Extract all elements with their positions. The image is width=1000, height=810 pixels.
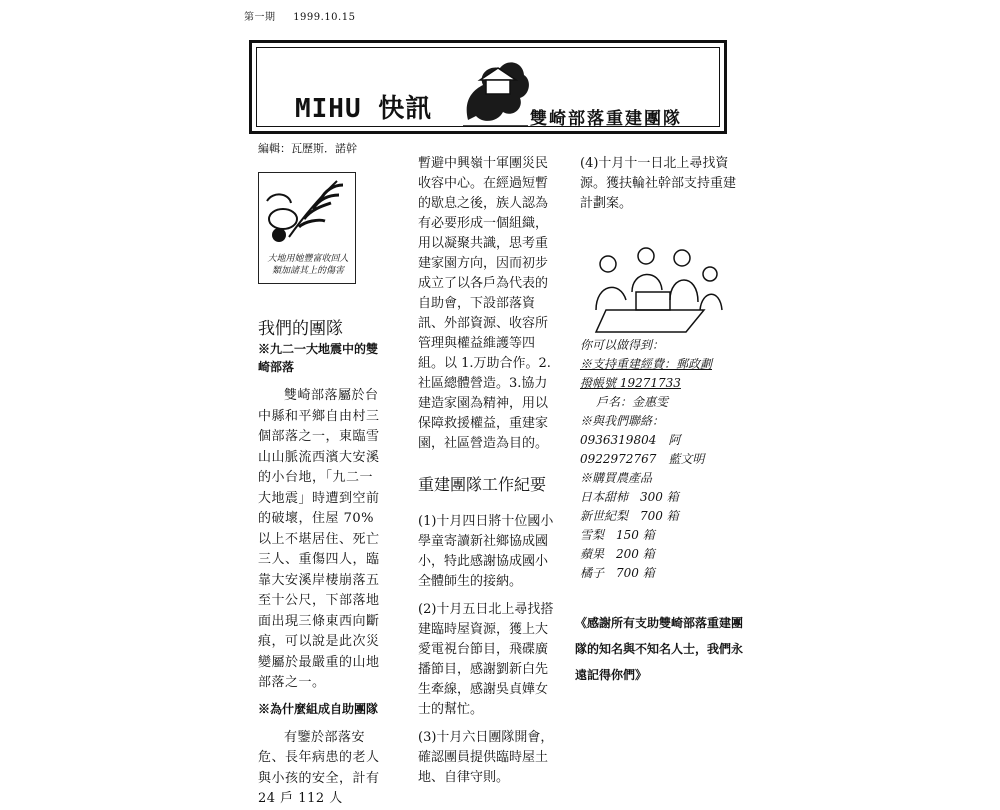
person-2-head xyxy=(638,248,654,264)
donate-heading: 你可以做得到： xyxy=(580,338,665,352)
work-log-item-2: (2)十月五日北上尋找搭建臨時屋資源，獲上大愛電視台節目，飛碟廣播節目，感謝劉新白先生牽線，感謝吳貞嬅女士的幫忙。 xyxy=(418,602,554,717)
issue-header xyxy=(244,8,369,23)
paragraph-why: 有鑒於部落安危、長年病患的老人與小孩的安全，計有 24 戶 112 人 xyxy=(258,729,380,806)
work-log-item-3: (3)十月六日團隊開會，確認團員提供臨時屋土地、自律守則。 xyxy=(418,730,554,785)
newsletter-title: MIHU 快訊 xyxy=(295,94,433,124)
person-1-head xyxy=(600,256,616,272)
thanks-note: 《感謝所有支助雙崎部落重建團隊的知名與不知名人士，我們永遠記得你們》 xyxy=(575,616,744,682)
leaf-logo xyxy=(259,173,355,253)
donate-line-5: 0936319804 阿 xyxy=(580,433,681,447)
person-3-body xyxy=(670,280,698,302)
person-1-body xyxy=(596,287,626,310)
donate-line-10: 雪梨 150 箱 xyxy=(580,528,655,542)
logo-caption-line2: 類加諸其上的傷害 xyxy=(271,266,344,276)
team-meeting-illustration xyxy=(586,240,724,336)
swirl xyxy=(267,194,291,203)
donate-line-9: 新世紀梨 700 箱 xyxy=(580,509,679,523)
column-3 xyxy=(580,154,740,214)
person-3-head xyxy=(674,250,690,266)
section-heading-team: 我們的團隊 xyxy=(258,319,343,339)
donate-line-3: 戶名：金惠雯 xyxy=(596,395,669,409)
editor-credit: 編輯：瓦歷斯．諾幹 xyxy=(258,142,357,155)
team-subtitle: 雙崎部落重建團隊 xyxy=(530,109,682,129)
donation-info xyxy=(580,336,740,583)
donate-line-12: 橘子 700 箱 xyxy=(580,566,655,580)
seed-pod xyxy=(269,209,297,229)
donate-line-11: 蘋果 200 箱 xyxy=(580,547,655,561)
work-log-item-4: (4)十月十一日北上尋找資源。獲扶輪社幹部支持重建計劃案。 xyxy=(580,156,737,211)
column-1 xyxy=(258,318,383,810)
donate-line-7: ※購買農產品 xyxy=(580,471,653,485)
issue-date: 1999.10.15 xyxy=(293,12,356,23)
donate-line-8: 日本甜柿 300 箱 xyxy=(580,490,679,504)
masthead-illustration xyxy=(458,50,533,130)
donate-line-2: 撥帳號 19271733 xyxy=(580,376,681,390)
table-outline xyxy=(596,310,704,332)
work-log-item-1: (1)十月四日將十位國小學童寄讀新社鄉協成國小，特此感謝協成國小全體師生的接納。 xyxy=(418,514,554,589)
laptop xyxy=(636,292,670,310)
column-2 xyxy=(418,154,558,796)
logo-caption-line1: 大地用她豐富收回人 xyxy=(267,254,349,264)
subheading-earthquake: ※九二一大地震中的雙崎部落 xyxy=(258,342,379,374)
leaf-blades xyxy=(299,185,343,227)
donate-line-1: ※支持重建經費：郵政劃 xyxy=(580,357,713,371)
issue-number: 第一期 xyxy=(244,12,276,23)
donate-line-4: ※與我們聯絡： xyxy=(580,414,665,428)
paragraph-earthquake: 雙崎部落屬於台中縣和平鄉自由村三個部落之一，東臨雪山山脈流西濱大安溪的小台地，「九二一大地震」時遭到空前的破壞，住屋 70%以上不堪居住、死亡三人、重傷四人，臨靠大安溪岸棲崩落五至十公尺，下部落地面出現三條東西向斷痕，可以說是此次災變屬於最嚴重的山地部落之一。 xyxy=(258,388,380,690)
person-4-body xyxy=(700,294,722,310)
logo-caption xyxy=(262,253,354,277)
seed-dot xyxy=(272,228,286,242)
paragraph-organization: 暫避中興嶺十軍團災民收容中心。在經過短暫的歇息之後，族人認為有必要形成一個組織，用以凝聚共識，思考重建家園方向，因而初步成立了以各戶為代表的自助會，下設部落資訊、外部資源、收容所管理與權益維護等四組。以 1.万助合作。2.社區總體營造。3.協力建造家園為精神，用以保障救援權益，重建家園，社區營造為目的。 xyxy=(418,156,551,451)
person-4-head xyxy=(703,267,717,281)
person-2-body xyxy=(632,274,662,292)
section-heading-work-log: 重建團隊工作紀要 xyxy=(418,475,547,494)
subheading-why: ※為什麼組成自助團隊 xyxy=(258,701,379,716)
house-body xyxy=(486,80,510,94)
donate-line-6: 0922972767 藍文明 xyxy=(580,452,705,466)
